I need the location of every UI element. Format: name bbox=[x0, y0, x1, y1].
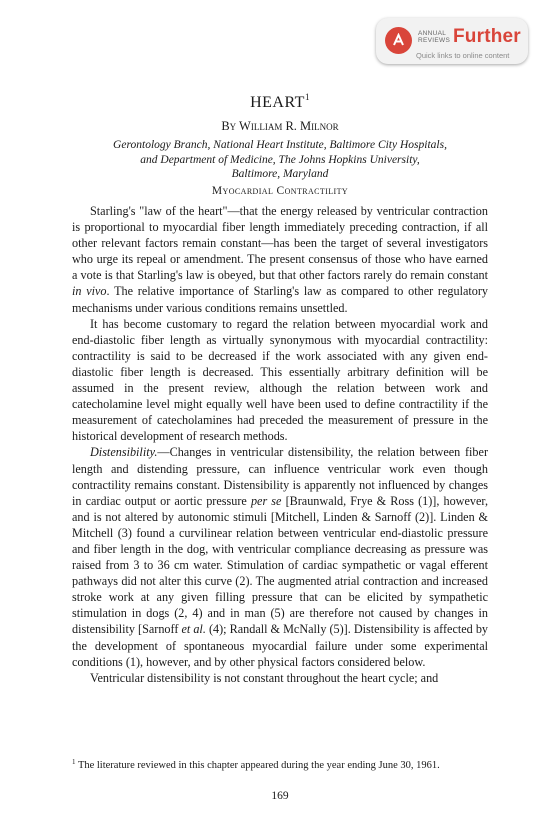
footnote-text: The literature reviewed in this chapter appeared during the year ending June 30, 1961. bbox=[77, 760, 440, 771]
paragraph-text: Starling's "law of the heart"—that the energy released by ventricular contraction is proportional to myocardial fiber length immediately preceding contraction, if all other relevant factors remain constant—has been the target of several investigators who urge its repeal or amendment. The present consensus of those who have earned a vote is that Starling's law is obeyed, but that other factors rarely do remain constant bbox=[72, 204, 488, 283]
italic-text: per se bbox=[250, 493, 282, 508]
badge-subtitle: Quick links to online content bbox=[416, 51, 510, 60]
affiliation-line: Gerontology Branch, National Heart Institute, Baltimore City Hospitals, bbox=[113, 139, 447, 151]
italic-text: in vivo bbox=[72, 284, 107, 299]
article-title bbox=[0, 92, 560, 112]
affiliation bbox=[0, 138, 560, 182]
paragraph: Ventricular distensibility is not constant throughout the heart cycle; and bbox=[90, 670, 439, 685]
section-heading: Myocardial Contractility bbox=[211, 185, 349, 197]
further-badge[interactable] bbox=[376, 18, 528, 64]
paragraph: It has become customary to regard the relation between myocardial work and end-diastolic fiber length as virtually synonymous with myocardial contractility: contractility is said to be decreased if the work associated with any given end-diastolic fiber length is decreased. This essentially arbitrary definition will be assumed in the present review, although the relation between work and catecholamine level might equally well have been used to define contractility if the measurement of catecholamines had preceded the measurement of pressure in the historical development of research methods. bbox=[72, 316, 488, 444]
author-line: By William R. Milnor bbox=[221, 119, 339, 133]
subsection-heading: Distensibility. bbox=[90, 445, 158, 460]
paragraph-text: . The relative importance of Starling's law as compared to other regulatory mechanisms under various conditions remains unsettled. bbox=[72, 284, 488, 315]
title-text: HEART bbox=[250, 94, 305, 111]
affiliation-line: Baltimore, Maryland bbox=[231, 168, 329, 180]
italic-text: et al. bbox=[181, 622, 206, 637]
page-number: 169 bbox=[271, 790, 289, 802]
paragraph bbox=[72, 203, 488, 316]
paragraph bbox=[72, 444, 488, 669]
paragraph-text: (4); Randall & McNally (5)]. Distensibility is affected by the development of spontaneous myocardial failure under some experimental conditions (1), however, and by other physical factors considered below. bbox=[72, 622, 489, 669]
footnote-marker: 1 bbox=[72, 758, 76, 766]
title-footnote-marker: 1 bbox=[304, 92, 310, 102]
badge-further-label: Further bbox=[453, 26, 521, 47]
article-body bbox=[72, 203, 488, 686]
paragraph-text: [Braunwald, Frye & Ross (1)], however, and is not altered by autonomic stimuli [Mitchell, Linden & Sarnoff (2)]. Linden & Mitchell (3) found a curvilinear relation between ventricular end-diastolic pressure and fiber length in the dog, with ventricular compliance decreasing as pressure was raised from 3 to 36 cm water. Stimulation of cardiac sympathetic or vagal efferent pathways did not alter this curve (2). The augmented atrial contraction and increased stroke work at any given filling pressure that can be elicited by sympathetic stimulation in dogs (2, 4) and in man (5) are therefore not caused by changes in distensibility [Sarnoff bbox=[72, 493, 489, 637]
paragraph-text: —Changes in ventricular distensibility, the relation between fiber length and distending pressure, can influence ventricular work even though contractility remains constant. Distensibility is apparently not influenced by changes in cardiac output or aortic pressure bbox=[72, 445, 488, 508]
affiliation-line: and Department of Medicine, The Johns Hopkins University, bbox=[140, 153, 420, 166]
logo-mark-icon bbox=[391, 33, 406, 48]
annual-reviews-logo-icon bbox=[385, 27, 412, 54]
footnote bbox=[72, 755, 488, 773]
badge-annual-reviews-label: ANNUAL REVIEWS bbox=[418, 30, 451, 44]
